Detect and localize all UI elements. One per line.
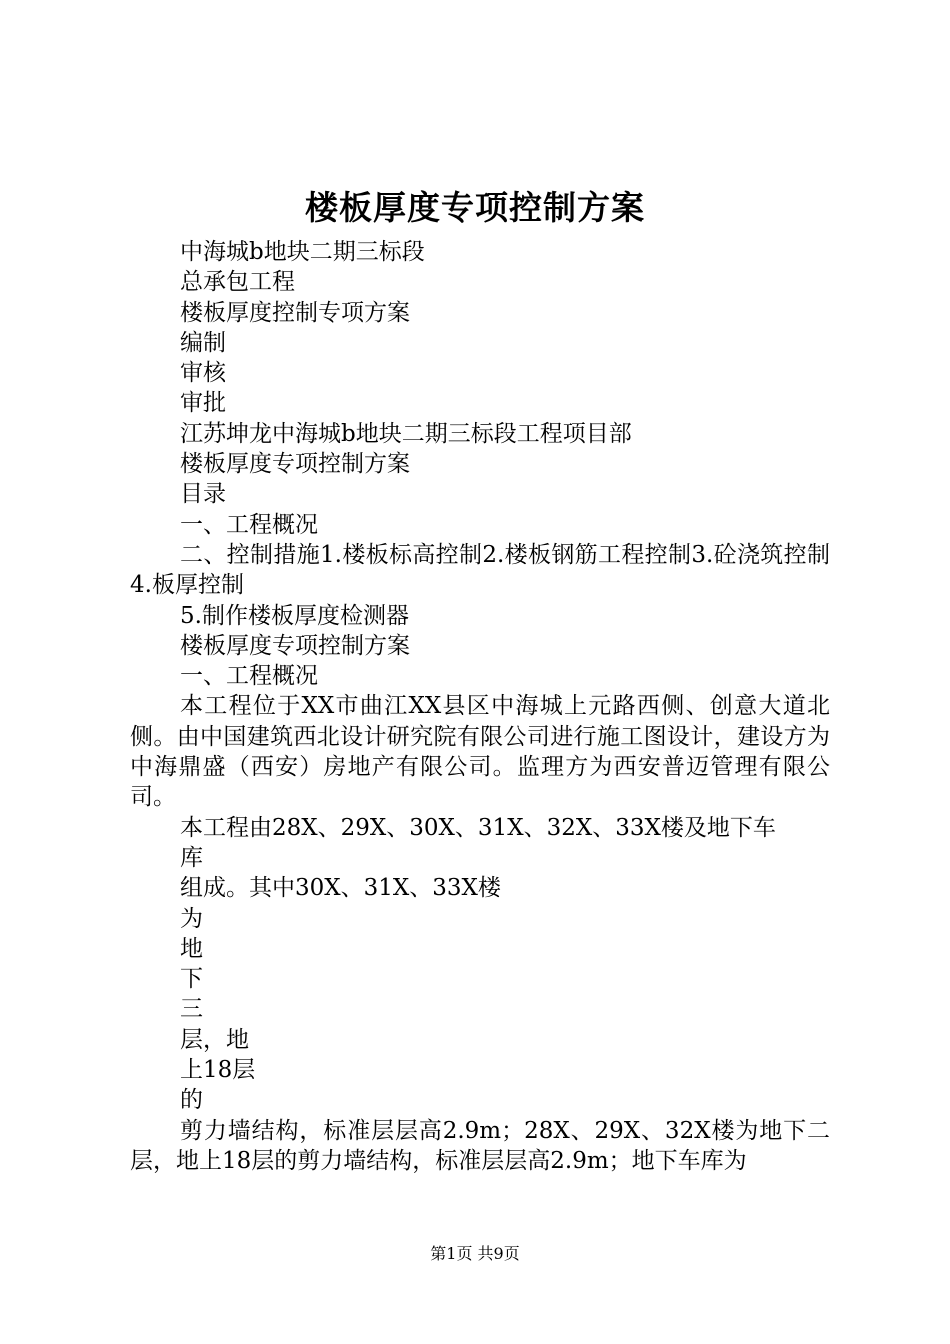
- text-line: 本工程由28X、29X、30X、31X、32X、33X楼及地下车: [180, 814, 776, 841]
- text-line: 中海城b地块二期三标段: [180, 239, 425, 265]
- text-line: 层，地: [180, 1026, 249, 1053]
- toc-item: 一、工程概况: [180, 511, 318, 538]
- text-line: 下: [180, 966, 203, 993]
- text-line: 的: [180, 1087, 203, 1114]
- page-footer: 第1页 共9页: [430, 1244, 520, 1263]
- paragraph: 本工程位于XX市曲江XX县区中海城上元路西侧、创意大道北侧。由中国建筑西北设计研究院有限公司进行施工图设计，建设方为中海鼎盛（西安）房地产有限公司。监理方为西安普迈管理有限公司。: [130, 693, 830, 811]
- text-line: 组成。其中30X、31X、33X楼: [180, 875, 501, 902]
- text-line: 库: [180, 844, 203, 871]
- text-line: 楼板厚度控制专项方案: [180, 299, 410, 326]
- text-line: 编制: [180, 329, 226, 356]
- text-line: 三: [180, 996, 203, 1023]
- document-body: [130, 237, 830, 1176]
- toc-item: 二、控制措施1.楼板标高控制2.楼板钢筋工程控制3.砼浇筑控制4.板厚控制: [130, 541, 830, 599]
- document-title: 楼板厚度专项控制方案: [305, 188, 645, 227]
- text-line: 楼板厚度专项控制方案: [180, 632, 410, 659]
- text-line: 上18层: [180, 1057, 256, 1084]
- text-line: 为: [180, 905, 203, 932]
- toc-item: 5.制作楼板厚度检测器: [180, 602, 409, 629]
- text-line: 地: [180, 935, 203, 962]
- text-line: 楼板厚度专项控制方案: [180, 451, 410, 478]
- text-line: 总承包工程: [180, 269, 295, 296]
- text-line: 审批: [180, 390, 226, 417]
- toc-heading: 目录: [180, 481, 226, 508]
- section-heading: 一、工程概况: [180, 663, 318, 690]
- paragraph: 剪力墙结构，标准层层高2.9m；28X、29X、32X楼为地下二层，地上18层的剪力墙结构，标准层层高2.9m；地下车库为: [130, 1117, 830, 1174]
- text-line: 江苏坤龙中海城b地块二期三标段工程项目部: [180, 420, 632, 447]
- text-line: 审核: [180, 360, 226, 387]
